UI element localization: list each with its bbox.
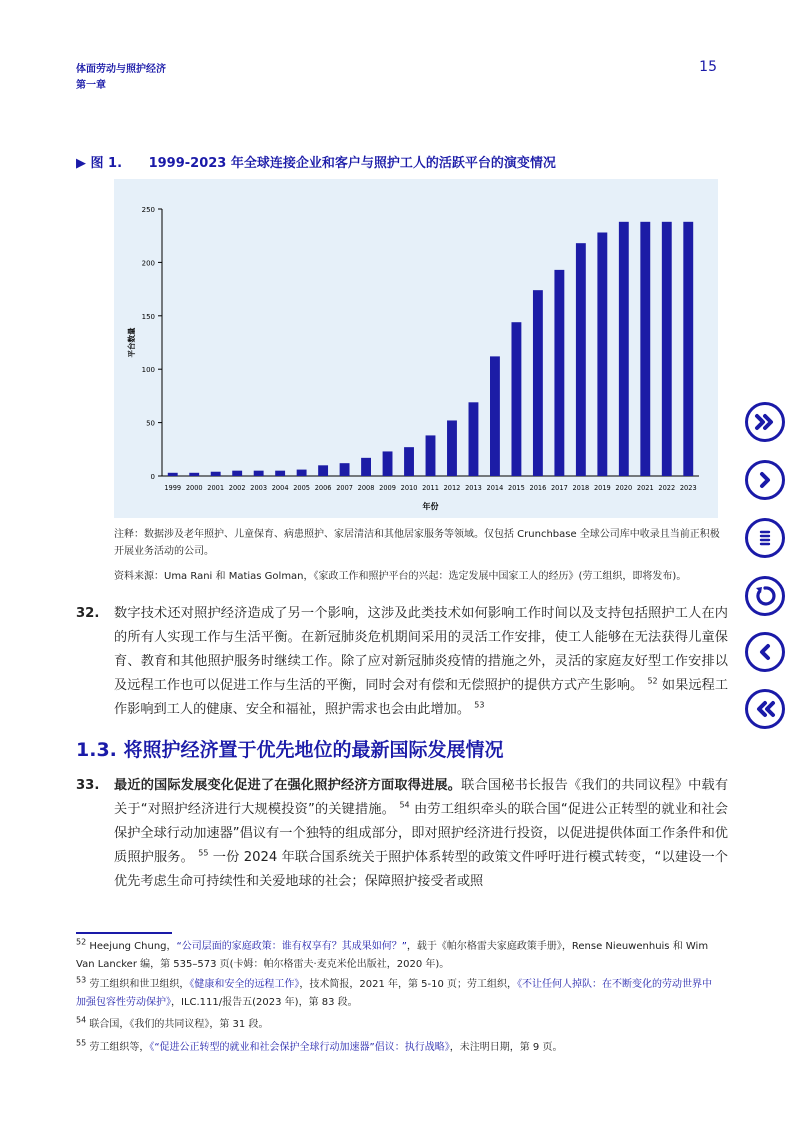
footnote-number: 52 [76, 937, 87, 947]
x-tick-label: 2021 [636, 484, 654, 492]
page-number: 15 [699, 59, 717, 75]
footnote-text: ，技术简报，2021 年，第 5-10 页；劳工组织， [299, 979, 518, 990]
x-tick-label: 2011 [422, 484, 439, 492]
footnote-ref-55[interactable]: 55 [198, 848, 209, 858]
x-tick-label: 2020 [615, 484, 633, 492]
y-tick-label: 100 [141, 366, 155, 375]
first-page-button[interactable] [745, 689, 785, 729]
footnote-link[interactable]: 《“促进公正转型的就业和社会保护全球行动加速器”倡议：执行战略》 [149, 1042, 450, 1053]
right-icon [751, 466, 779, 494]
paragraph-number: 32. [76, 606, 100, 621]
footnote-divider [76, 932, 172, 934]
footnote-55 [76, 1039, 718, 1057]
footnote-ref-53[interactable]: 53 [474, 700, 485, 710]
bar-2018 [576, 243, 586, 476]
next-page-button[interactable] [745, 460, 785, 500]
x-tick-label: 2014 [486, 484, 504, 492]
bar-2014 [490, 356, 500, 476]
paragraph-lead: 最近的国际发展变化促进了在强化照护经济方面取得进展。 [114, 778, 462, 793]
bar-2023 [683, 222, 693, 476]
paragraph-text: 联合国秘书长报告《我们的共同议程》中载有关于“对照护经济进行大规模投资”的关键措施。 [114, 778, 729, 817]
bar-2007 [340, 463, 350, 476]
bar-2017 [554, 270, 564, 476]
footnote-link[interactable]: 《不让任何人掉队：在不断变化的劳动世界中加强包容性劳动保护》 [76, 979, 713, 1008]
bar-2002 [232, 471, 242, 476]
x-tick-label: 2019 [593, 484, 611, 492]
paragraph-32 [76, 602, 728, 722]
footnote-text: ，未注明日期，第 9 页。 [449, 1042, 563, 1053]
chart-panel [114, 179, 718, 518]
bar-2010 [404, 447, 414, 476]
chapter-label: 第一章 [76, 80, 106, 91]
x-tick-label: 2009 [379, 484, 396, 492]
footnote-text: Heejung Chung， [89, 941, 177, 952]
last-page-button[interactable] [745, 402, 785, 442]
bar-2005 [297, 470, 307, 476]
bar-2004 [275, 471, 285, 476]
x-tick-label: 2010 [400, 484, 418, 492]
x-tick-label: 2012 [443, 484, 461, 492]
bar-2003 [254, 471, 264, 476]
y-tick-label: 200 [141, 259, 155, 268]
contents-icon [751, 524, 779, 552]
y-tick-label: 250 [141, 206, 155, 214]
bar-2020 [619, 222, 629, 476]
figure-number: ▶ 图 1. [76, 156, 123, 171]
x-tick-label: 2022 [658, 484, 676, 492]
y-tick-label: 50 [146, 419, 155, 428]
footnote-link[interactable]: “公司层面的家庭政策：谁有权享有？其成果如何？” [176, 941, 407, 952]
bar-2000 [189, 473, 199, 476]
paragraph-text: 如果远程工作影响到工人的健康、安全和福祉，照护需求也会由此增加。 [114, 678, 729, 717]
double-left-icon [751, 695, 779, 723]
y-tick-label: 150 [141, 312, 155, 321]
footnote-53 [76, 976, 718, 1012]
bar-2022 [662, 222, 672, 476]
x-tick-label: 2004 [271, 484, 289, 492]
footnote-ref-54[interactable]: 54 [399, 800, 410, 810]
footnote-text: ，载于《帕尔格雷夫家庭政策手册》，Rense Nieuwenhuis 和 Wim Van Lancker 编，第 535–573 页(卡姆：帕尔格雷夫·麦克米伦出版社，2020 年)。 [76, 941, 709, 970]
document-title: 体面劳动与照护经济 [76, 64, 166, 75]
bar-2009 [383, 451, 393, 476]
paragraph-text: 由劳工组织牵头的联合国“促进公正转型的就业和社会保护全球行动加速器”倡议有一个独特的组成部分，即对照护经济进行投资，以促进提供体面工作条件和优质照护服务。 [114, 802, 728, 865]
y-axis-label: 平台数量 [127, 327, 136, 358]
figure-caption [76, 152, 556, 171]
paragraph-number: 33. [76, 778, 100, 793]
x-tick-label: 2007 [336, 484, 353, 492]
bar-1999 [168, 473, 178, 476]
paragraph-text: 一份 2024 年联合国系统关于照护体系转型的政策文件呼吁进行模式转变，“以建设一个优先考虑生命可持续性和关爱地球的社会；保障照护接受者或照 [114, 850, 728, 889]
x-tick-label: 2006 [314, 484, 332, 492]
x-tick-label: 2000 [185, 484, 203, 492]
footnote-link[interactable]: 《健康和安全的远程工作》 [189, 979, 300, 990]
bar-2021 [640, 222, 650, 476]
x-tick-label: 2005 [293, 484, 311, 492]
figure-title: 1999-2023 年全球连接企业和客户与照护工人的活跃平台的演变情况 [148, 156, 556, 171]
x-tick-label: 2018 [572, 484, 590, 492]
paragraph-33 [76, 774, 728, 894]
bar-2016 [533, 290, 543, 476]
return-icon [751, 582, 779, 610]
footnote-text: ，ILC.111/报告五(2023 年)，第 83 段。 [171, 997, 358, 1008]
x-tick-label: 2003 [250, 484, 268, 492]
bar-2001 [211, 472, 221, 476]
x-tick-label: 2017 [550, 484, 568, 492]
footnote-number: 55 [76, 1038, 87, 1048]
x-tick-label: 2016 [529, 484, 547, 492]
bar-2012 [447, 420, 457, 476]
footnote-54 [76, 1016, 718, 1034]
x-tick-label: 2002 [228, 484, 246, 492]
x-tick-label: 2013 [465, 484, 482, 492]
footnote-ref-52[interactable]: 52 [647, 676, 658, 686]
x-tick-label: 2001 [207, 484, 225, 492]
bar-2006 [318, 465, 328, 476]
previous-page-button[interactable] [745, 632, 785, 672]
x-tick-label: 2008 [357, 484, 375, 492]
bar-2015 [511, 322, 521, 476]
footnote-text: 劳工组织和世卫组织， [89, 979, 190, 990]
bar-2013 [469, 402, 479, 476]
footnote-number: 54 [76, 1015, 87, 1025]
x-tick-label: 2023 [679, 484, 697, 492]
contents-button[interactable] [745, 518, 785, 558]
left-icon [751, 638, 779, 666]
bar-2008 [361, 458, 371, 476]
footnote-number: 53 [76, 975, 87, 985]
section-heading: 1.3. 将照护经济置于优先地位的最新国际发展情况 [76, 739, 504, 761]
x-axis-label: 年份 [422, 502, 439, 511]
footnote-text: 联合国，《我们的共同议程》，第 31 段。 [89, 1019, 269, 1030]
double-right-icon [751, 408, 779, 436]
bar-chart [114, 179, 718, 518]
x-tick-label: 1999 [164, 484, 182, 492]
footnote-52 [76, 938, 718, 974]
return-button[interactable] [745, 576, 785, 616]
bar-2019 [597, 232, 607, 476]
figure-note: 注释：数据涉及老年照护、儿童保育、病患照护、家居清洁和其他居家服务等领域。仅包括 Crunchbase 全球公司库中收录且当前正积极开展业务活动的公司。 [114, 529, 720, 557]
footnote-text: 劳工组织等， [89, 1042, 150, 1053]
paragraph-text: 数字技术还对照护经济造成了另一个影响，这涉及此类技术如何影响工作时间以及支持包括照护工人在内的所有人实现工作与生活平衡。在新冠肺炎危机期间采用的灵活工作安排，使工人能够在无法获得儿童保育、教育和其他照护服务时继续工作。除了应对新冠肺炎疫情的措施之外，灵活的家庭友好型工作安排以及远程工作也可以促进工作与生活的平衡，同时会对有偿和无偿照护的提供方式产生影响。 [114, 606, 728, 693]
y-tick-label: 0 [150, 473, 155, 481]
x-tick-label: 2015 [508, 484, 525, 492]
bar-2011 [426, 435, 436, 476]
figure-source: 资料来源：Uma Rani 和 Matias Golman，《家政工作和照护平台的兴起：选定发展中国家工人的经历》(劳工组织，即将发布)。 [114, 571, 687, 582]
